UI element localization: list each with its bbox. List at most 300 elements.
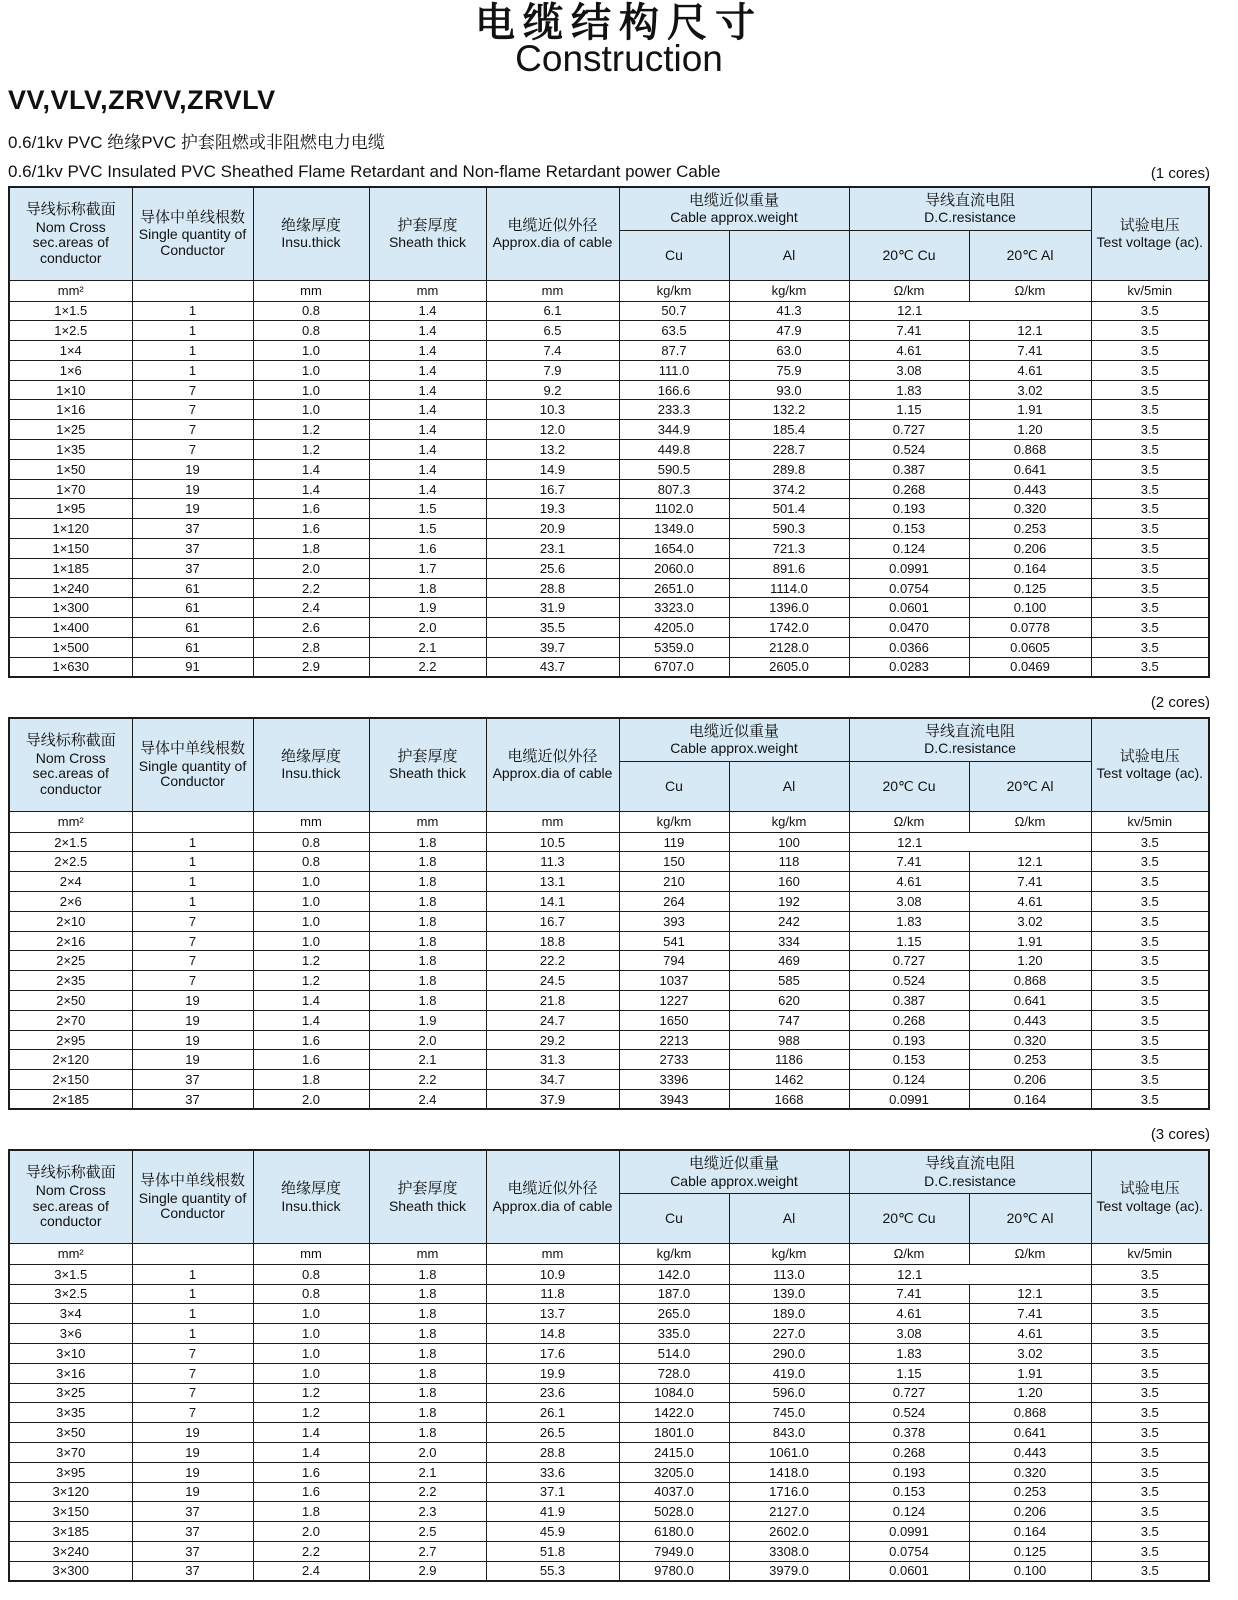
table-cell: 1.8 — [369, 1284, 486, 1304]
table-cell: 1061.0 — [729, 1442, 849, 1462]
table-cell: 728.0 — [619, 1363, 729, 1383]
col-header-2 — [253, 187, 369, 280]
resistance-merged-cell — [849, 832, 1091, 852]
spec-cell: 1×150 — [9, 539, 132, 559]
table-row — [9, 931, 1209, 951]
table-cell: 24.7 — [486, 1010, 619, 1030]
header-label-en: Sheath thick — [388, 765, 467, 782]
table-cell: 0.164 — [969, 1090, 1091, 1110]
header-label-en: D.C.resistance — [924, 1172, 1016, 1189]
table-cell: 1.8 — [369, 578, 486, 598]
unit-cell-3: mm — [369, 280, 486, 301]
cores-label-3: (3 cores) — [1150, 1126, 1210, 1144]
header-label-cn: 试验电压 — [1119, 1179, 1180, 1197]
table-cell: 7949.0 — [619, 1541, 729, 1561]
table-cell: 0.193 — [849, 1030, 969, 1050]
table-row — [9, 360, 1209, 380]
header-row-groups — [9, 718, 1209, 761]
sub-header-1: Al — [729, 230, 849, 280]
table-cell: 3.5 — [1091, 872, 1209, 892]
header-label-cn: 护套厚度 — [397, 1179, 458, 1197]
table-cell: 13.7 — [486, 1304, 619, 1324]
table-row — [9, 872, 1209, 892]
table-cell: 3.5 — [1091, 1363, 1209, 1383]
cable-model-codes: VV,VLV,ZRVV,ZRVLV — [8, 85, 276, 115]
spec-cell: 3×50 — [9, 1423, 132, 1443]
table-cell: 132.2 — [729, 400, 849, 420]
table-cell: 4.61 — [849, 872, 969, 892]
units-row — [9, 280, 1209, 301]
table-cell: 189.0 — [729, 1304, 849, 1324]
table-row — [9, 499, 1209, 519]
table-cell: 23.6 — [486, 1383, 619, 1403]
table-cell: 0.206 — [969, 1502, 1091, 1522]
table-cell: 1.5 — [369, 499, 486, 519]
unit-cell-0: mm² — [9, 1243, 132, 1264]
table-cell: 1.8 — [369, 892, 486, 912]
table-cell: 19 — [132, 459, 253, 479]
table-cell: 37 — [132, 1522, 253, 1542]
table-cell: 0.387 — [849, 459, 969, 479]
table-cell: 1.0 — [253, 1324, 369, 1344]
table-row — [9, 1050, 1209, 1070]
table-cell: 2.7 — [369, 1541, 486, 1561]
spec-cell: 1×630 — [9, 657, 132, 677]
table-cell: 3.5 — [1091, 657, 1209, 677]
table-cell: 0.727 — [849, 1383, 969, 1403]
table-row — [9, 420, 1209, 440]
table-cell: 514.0 — [619, 1343, 729, 1363]
table-cell: 12.1 — [969, 1284, 1091, 1304]
spec-cell: 3×16 — [9, 1363, 132, 1383]
table-row — [9, 1070, 1209, 1090]
table-cell: 1 — [132, 1264, 253, 1284]
table-cell: 3.5 — [1091, 1462, 1209, 1482]
table-cell: 0.868 — [969, 971, 1091, 991]
table-cell: 2.3 — [369, 1502, 486, 1522]
table-cell: 2.4 — [253, 1561, 369, 1581]
sub-header-0: Cu — [619, 761, 729, 811]
table-cell: 3.5 — [1091, 479, 1209, 499]
table-cell: 7 — [132, 400, 253, 420]
table-cell: 0.193 — [849, 1462, 969, 1482]
unit-cell-7: Ω/km — [849, 811, 969, 832]
table-cell: 0.268 — [849, 1010, 969, 1030]
table-cell: 1.9 — [369, 598, 486, 618]
unit-cell-4: mm — [486, 1243, 619, 1264]
table-cell: 3.5 — [1091, 1284, 1209, 1304]
spec-cell: 3×300 — [9, 1561, 132, 1581]
table-cell: 34.7 — [486, 1070, 619, 1090]
table-cell: 7.41 — [849, 321, 969, 341]
spec-cell: 2×120 — [9, 1050, 132, 1070]
table-cell: 3.08 — [849, 360, 969, 380]
table-cell: 1.91 — [969, 400, 1091, 420]
table-cell: 0.524 — [849, 971, 969, 991]
table-cell: 166.6 — [619, 380, 729, 400]
table-cell: 16.7 — [486, 911, 619, 931]
table-cell: 51.8 — [486, 1541, 619, 1561]
table-cell: 1.8 — [369, 1324, 486, 1344]
table-cell: 20.9 — [486, 519, 619, 539]
spec-cell: 3×240 — [9, 1541, 132, 1561]
table-cell: 61 — [132, 618, 253, 638]
table-cell: 3.5 — [1091, 459, 1209, 479]
table-cell: 0.124 — [849, 1070, 969, 1090]
table-cell: 3.02 — [969, 380, 1091, 400]
table-cell: 0.0469 — [969, 657, 1091, 677]
table-cell: 0.641 — [969, 459, 1091, 479]
table-cell: 1.0 — [253, 341, 369, 361]
header-label-en: Cable approx.weight — [670, 1172, 798, 1189]
table-cell: 1.8 — [369, 1304, 486, 1324]
header-label-en: Insu.thick — [281, 234, 341, 251]
table-cell: 1.8 — [369, 1423, 486, 1443]
table-cell: 620 — [729, 991, 849, 1011]
spec-cell: 1×10 — [9, 380, 132, 400]
table-header — [9, 1150, 1209, 1264]
header-label-en: Nom Cross sec.areas of conductor — [32, 1181, 109, 1230]
sub-header-0: Cu — [619, 230, 729, 280]
header-label-cn: 导体中单线根数 — [139, 739, 245, 757]
table-cell: 2651.0 — [619, 578, 729, 598]
table-cell: 7 — [132, 1363, 253, 1383]
table-cell: 1.2 — [253, 1383, 369, 1403]
header-label-en: Nom Cross sec.areas of conductor — [32, 218, 109, 266]
header-label-en: Cable approx.weight — [670, 209, 798, 226]
table-cell: 17.6 — [486, 1343, 619, 1363]
table-cell: 1 — [132, 852, 253, 872]
table-cell: 0.524 — [849, 440, 969, 460]
table-cell: 1 — [132, 301, 253, 321]
table-cell: 3.5 — [1091, 638, 1209, 658]
table-cell: 794 — [619, 951, 729, 971]
spec-cell: 3×4 — [9, 1304, 132, 1324]
header-label-en: Test voltage (ac). — [1096, 234, 1204, 251]
table-cell: 228.7 — [729, 440, 849, 460]
table-cell: 0.8 — [253, 1284, 369, 1304]
table-cell: 0.164 — [969, 558, 1091, 578]
table-cell: 3.5 — [1091, 911, 1209, 931]
header-label-cn: 电缆近似外径 — [507, 1179, 598, 1197]
table-cell: 19.9 — [486, 1363, 619, 1383]
table-cell: 1.4 — [253, 1442, 369, 1462]
table-row — [9, 321, 1209, 341]
table-cell: 0.8 — [253, 852, 369, 872]
table-cell: 3.5 — [1091, 1090, 1209, 1110]
table-cell: 585 — [729, 971, 849, 991]
table-cell: 7 — [132, 380, 253, 400]
table-cell: 2415.0 — [619, 1442, 729, 1462]
table-cell: 0.0991 — [849, 558, 969, 578]
table-cell: 344.9 — [619, 420, 729, 440]
table-cell: 1.8 — [253, 539, 369, 559]
table-cell: 0.0778 — [969, 618, 1091, 638]
table-cell: 1462 — [729, 1070, 849, 1090]
table-cell: 210 — [619, 872, 729, 892]
cores-label-2: (2 cores) — [1150, 694, 1210, 712]
table-cell: 19 — [132, 1030, 253, 1050]
unit-cell-8: Ω/km — [969, 811, 1091, 832]
spec-cell: 2×6 — [9, 892, 132, 912]
table-cell: 0.0601 — [849, 598, 969, 618]
table-cell: 19 — [132, 499, 253, 519]
table-cell: 1.20 — [969, 1383, 1091, 1403]
header-label-cn: 导体中单线根数 — [139, 1172, 245, 1189]
header-label-en: Sheath thick — [388, 234, 467, 251]
table-cell: 1.83 — [849, 911, 969, 931]
table-row — [9, 400, 1209, 420]
table-body — [9, 1264, 1209, 1581]
table-cell: 265.0 — [619, 1304, 729, 1324]
table-cell: 142.0 — [619, 1264, 729, 1284]
table-row — [9, 832, 1209, 852]
table-cell: 0.868 — [969, 1403, 1091, 1423]
header-label-en: Single quantity of Conductor — [138, 226, 247, 259]
header-label-cn: 护套厚度 — [397, 216, 458, 234]
table-cell: 0.320 — [969, 499, 1091, 519]
table-cell: 227.0 — [729, 1324, 849, 1344]
table-row — [9, 519, 1209, 539]
table-cell: 21.8 — [486, 991, 619, 1011]
page-title-chinese: 电缆结构尺寸 — [475, 1, 763, 45]
table-cell: 7.41 — [969, 341, 1091, 361]
table-row — [9, 341, 1209, 361]
table-cell: 7 — [132, 1343, 253, 1363]
table-cell: 2.4 — [253, 598, 369, 618]
header-row-groups — [9, 187, 1209, 230]
col-header-test-voltage — [1091, 187, 1209, 280]
unit-cell-4: mm — [486, 811, 619, 832]
table-row — [9, 1264, 1209, 1284]
table-cell: 4.61 — [969, 360, 1091, 380]
table-cell: 3.5 — [1091, 892, 1209, 912]
table-cell: 2.2 — [253, 578, 369, 598]
unit-cell-6: kg/km — [729, 280, 849, 301]
col-header-1 — [132, 187, 253, 280]
header-label-en: D.C.resistance — [924, 740, 1016, 757]
unit-cell-3: mm — [369, 1243, 486, 1264]
table-cell: 19 — [132, 1462, 253, 1482]
table-cell: 3.5 — [1091, 539, 1209, 559]
table-cell: 37 — [132, 1070, 253, 1090]
table-cell: 1716.0 — [729, 1482, 849, 1502]
table-cell: 2.9 — [369, 1561, 486, 1581]
spec-cell: 1×6 — [9, 360, 132, 380]
col-header-0 — [9, 1150, 132, 1243]
table-cell: 6707.0 — [619, 657, 729, 677]
table-cell: 63.0 — [729, 341, 849, 361]
table-cell: 0.153 — [849, 1482, 969, 1502]
table-cell: 1 — [132, 1284, 253, 1304]
header-label-cn: 电缆近似重量 — [689, 191, 780, 209]
table-cell: 2.2 — [369, 1070, 486, 1090]
spec-cell: 1×16 — [9, 400, 132, 420]
resistance-cu-value: 12.1 — [897, 303, 923, 319]
table-cell: 3.5 — [1091, 618, 1209, 638]
spec-cell: 2×50 — [9, 991, 132, 1011]
header-label-en: Approx.dia of cable — [492, 765, 613, 782]
table-cell: 0.443 — [969, 1442, 1091, 1462]
col-header-weight-group — [619, 718, 849, 761]
table-cell: 1.4 — [369, 420, 486, 440]
table-cell: 242 — [729, 911, 849, 931]
spec-cell: 1×300 — [9, 598, 132, 618]
table-row — [9, 1343, 1209, 1363]
cable-spec-table-3-cores — [8, 1149, 1210, 1582]
table-cell: 19 — [132, 1482, 253, 1502]
table-cell: 2.2 — [369, 657, 486, 677]
col-header-resistance-group — [849, 1150, 1091, 1193]
sub-header-1: Al — [729, 1193, 849, 1243]
table-cell: 0.193 — [849, 499, 969, 519]
table-cell: 3.5 — [1091, 1502, 1209, 1522]
table-cell: 988 — [729, 1030, 849, 1050]
table-cell: 23.1 — [486, 539, 619, 559]
table-cell: 0.253 — [969, 1482, 1091, 1502]
table-cell: 3.5 — [1091, 1010, 1209, 1030]
table-cell: 61 — [132, 638, 253, 658]
header-label-en: Insu.thick — [281, 1197, 341, 1214]
table-cell: 63.5 — [619, 321, 729, 341]
table-cell: 1.9 — [369, 1010, 486, 1030]
sub-header-2: 20℃ Cu — [849, 1193, 969, 1243]
spec-cell: 3×120 — [9, 1482, 132, 1502]
table-cell: 0.268 — [849, 1442, 969, 1462]
header-label-cn: 试验电压 — [1119, 747, 1180, 765]
table-cell: 7.41 — [969, 1304, 1091, 1324]
table-cell: 264 — [619, 892, 729, 912]
table-cell: 1.4 — [369, 400, 486, 420]
table-cell: 7 — [132, 440, 253, 460]
table-cell: 2.6 — [253, 618, 369, 638]
header-label-en: Test voltage (ac). — [1096, 765, 1204, 782]
table-row — [9, 911, 1209, 931]
spec-cell: 1×35 — [9, 440, 132, 460]
spec-cell: 2×185 — [9, 1090, 132, 1110]
table-cell: 1.15 — [849, 931, 969, 951]
table-cell: 1.6 — [369, 539, 486, 559]
table-cell: 335.0 — [619, 1324, 729, 1344]
sub-header-1: Al — [729, 761, 849, 811]
table-cell: 4.61 — [969, 1324, 1091, 1344]
table-cell: 3.5 — [1091, 1403, 1209, 1423]
table-cell: 393 — [619, 911, 729, 931]
table-cell: 3.5 — [1091, 519, 1209, 539]
table-cell: 1.91 — [969, 931, 1091, 951]
table-row — [9, 1423, 1209, 1443]
table-cell: 37 — [132, 1502, 253, 1522]
header-label-cn: 电缆近似重量 — [689, 722, 780, 740]
table-cell: 1.20 — [969, 420, 1091, 440]
spec-cell: 2×150 — [9, 1070, 132, 1090]
table-cell: 1186 — [729, 1050, 849, 1070]
table-cell: 2.0 — [369, 618, 486, 638]
table-cell: 1.0 — [253, 911, 369, 931]
col-header-resistance-group — [849, 187, 1091, 230]
table-cell: 19 — [132, 479, 253, 499]
sub-header-3: 20℃ Al — [969, 1193, 1091, 1243]
table-cell: 1.8 — [253, 1502, 369, 1522]
table-cell: 0.124 — [849, 539, 969, 559]
table-cell: 1.0 — [253, 380, 369, 400]
spec-cell: 1×1.5 — [9, 301, 132, 321]
header-label-cn: 导线直流电阻 — [925, 1154, 1016, 1172]
table-cell: 1.0 — [253, 400, 369, 420]
table-cell: 1.6 — [253, 1050, 369, 1070]
table-cell: 0.153 — [849, 519, 969, 539]
spec-cell: 1×400 — [9, 618, 132, 638]
table-row — [9, 1541, 1209, 1561]
table-cell: 1.2 — [253, 440, 369, 460]
table-cell: 3.5 — [1091, 1541, 1209, 1561]
table-row — [9, 1090, 1209, 1110]
table-row — [9, 852, 1209, 872]
table-cell: 7 — [132, 931, 253, 951]
col-header-0 — [9, 187, 132, 280]
table-cell: 3.5 — [1091, 1050, 1209, 1070]
table-cell: 1.8 — [253, 1070, 369, 1090]
table-row — [9, 1363, 1209, 1383]
table-cell: 19 — [132, 1442, 253, 1462]
table-cell: 334 — [729, 931, 849, 951]
table-cell: 0.0283 — [849, 657, 969, 677]
header-row-groups — [9, 1150, 1209, 1193]
table-cell: 1 — [132, 832, 253, 852]
spec-cell: 2×35 — [9, 971, 132, 991]
col-header-4 — [486, 1150, 619, 1243]
table-cell: 289.8 — [729, 459, 849, 479]
table-cell: 7 — [132, 1403, 253, 1423]
table-cell: 113.0 — [729, 1264, 849, 1284]
table-cell: 1 — [132, 341, 253, 361]
spec-cell: 1×240 — [9, 578, 132, 598]
table-cell: 37 — [132, 1541, 253, 1561]
table-cell: 41.3 — [729, 301, 849, 321]
table-row — [9, 991, 1209, 1011]
table-cell: 1.20 — [969, 951, 1091, 971]
table-cell: 1.0 — [253, 872, 369, 892]
table-cell: 1.8 — [369, 971, 486, 991]
table-cell: 1 — [132, 360, 253, 380]
spec-cell: 1×2.5 — [9, 321, 132, 341]
table-cell: 3.5 — [1091, 1070, 1209, 1090]
table-cell: 93.0 — [729, 380, 849, 400]
header-label-en: Nom Cross sec.areas of conductor — [32, 749, 109, 798]
table-cell: 1227 — [619, 991, 729, 1011]
table-cell: 39.7 — [486, 638, 619, 658]
table-row — [9, 657, 1209, 677]
table-cell: 0.100 — [969, 1561, 1091, 1581]
table-cell: 0.100 — [969, 598, 1091, 618]
header-label-cn: 电缆近似外径 — [507, 216, 598, 234]
unit-cell-0: mm² — [9, 811, 132, 832]
table-cell: 0.378 — [849, 1423, 969, 1443]
table-cell: 3979.0 — [729, 1561, 849, 1581]
table-cell: 1.4 — [253, 991, 369, 1011]
sub-header-0: Cu — [619, 1193, 729, 1243]
table-cell: 419.0 — [729, 1363, 849, 1383]
table-cell: 37 — [132, 539, 253, 559]
table-cell: 1.6 — [253, 1482, 369, 1502]
table-row — [9, 1030, 1209, 1050]
table-cell: 7 — [132, 951, 253, 971]
table-cell: 2602.0 — [729, 1522, 849, 1542]
table-cell: 37.1 — [486, 1482, 619, 1502]
table-cell: 469 — [729, 951, 849, 971]
table-cell: 0.0601 — [849, 1561, 969, 1581]
header-label-en: Approx.dia of cable — [492, 234, 613, 251]
